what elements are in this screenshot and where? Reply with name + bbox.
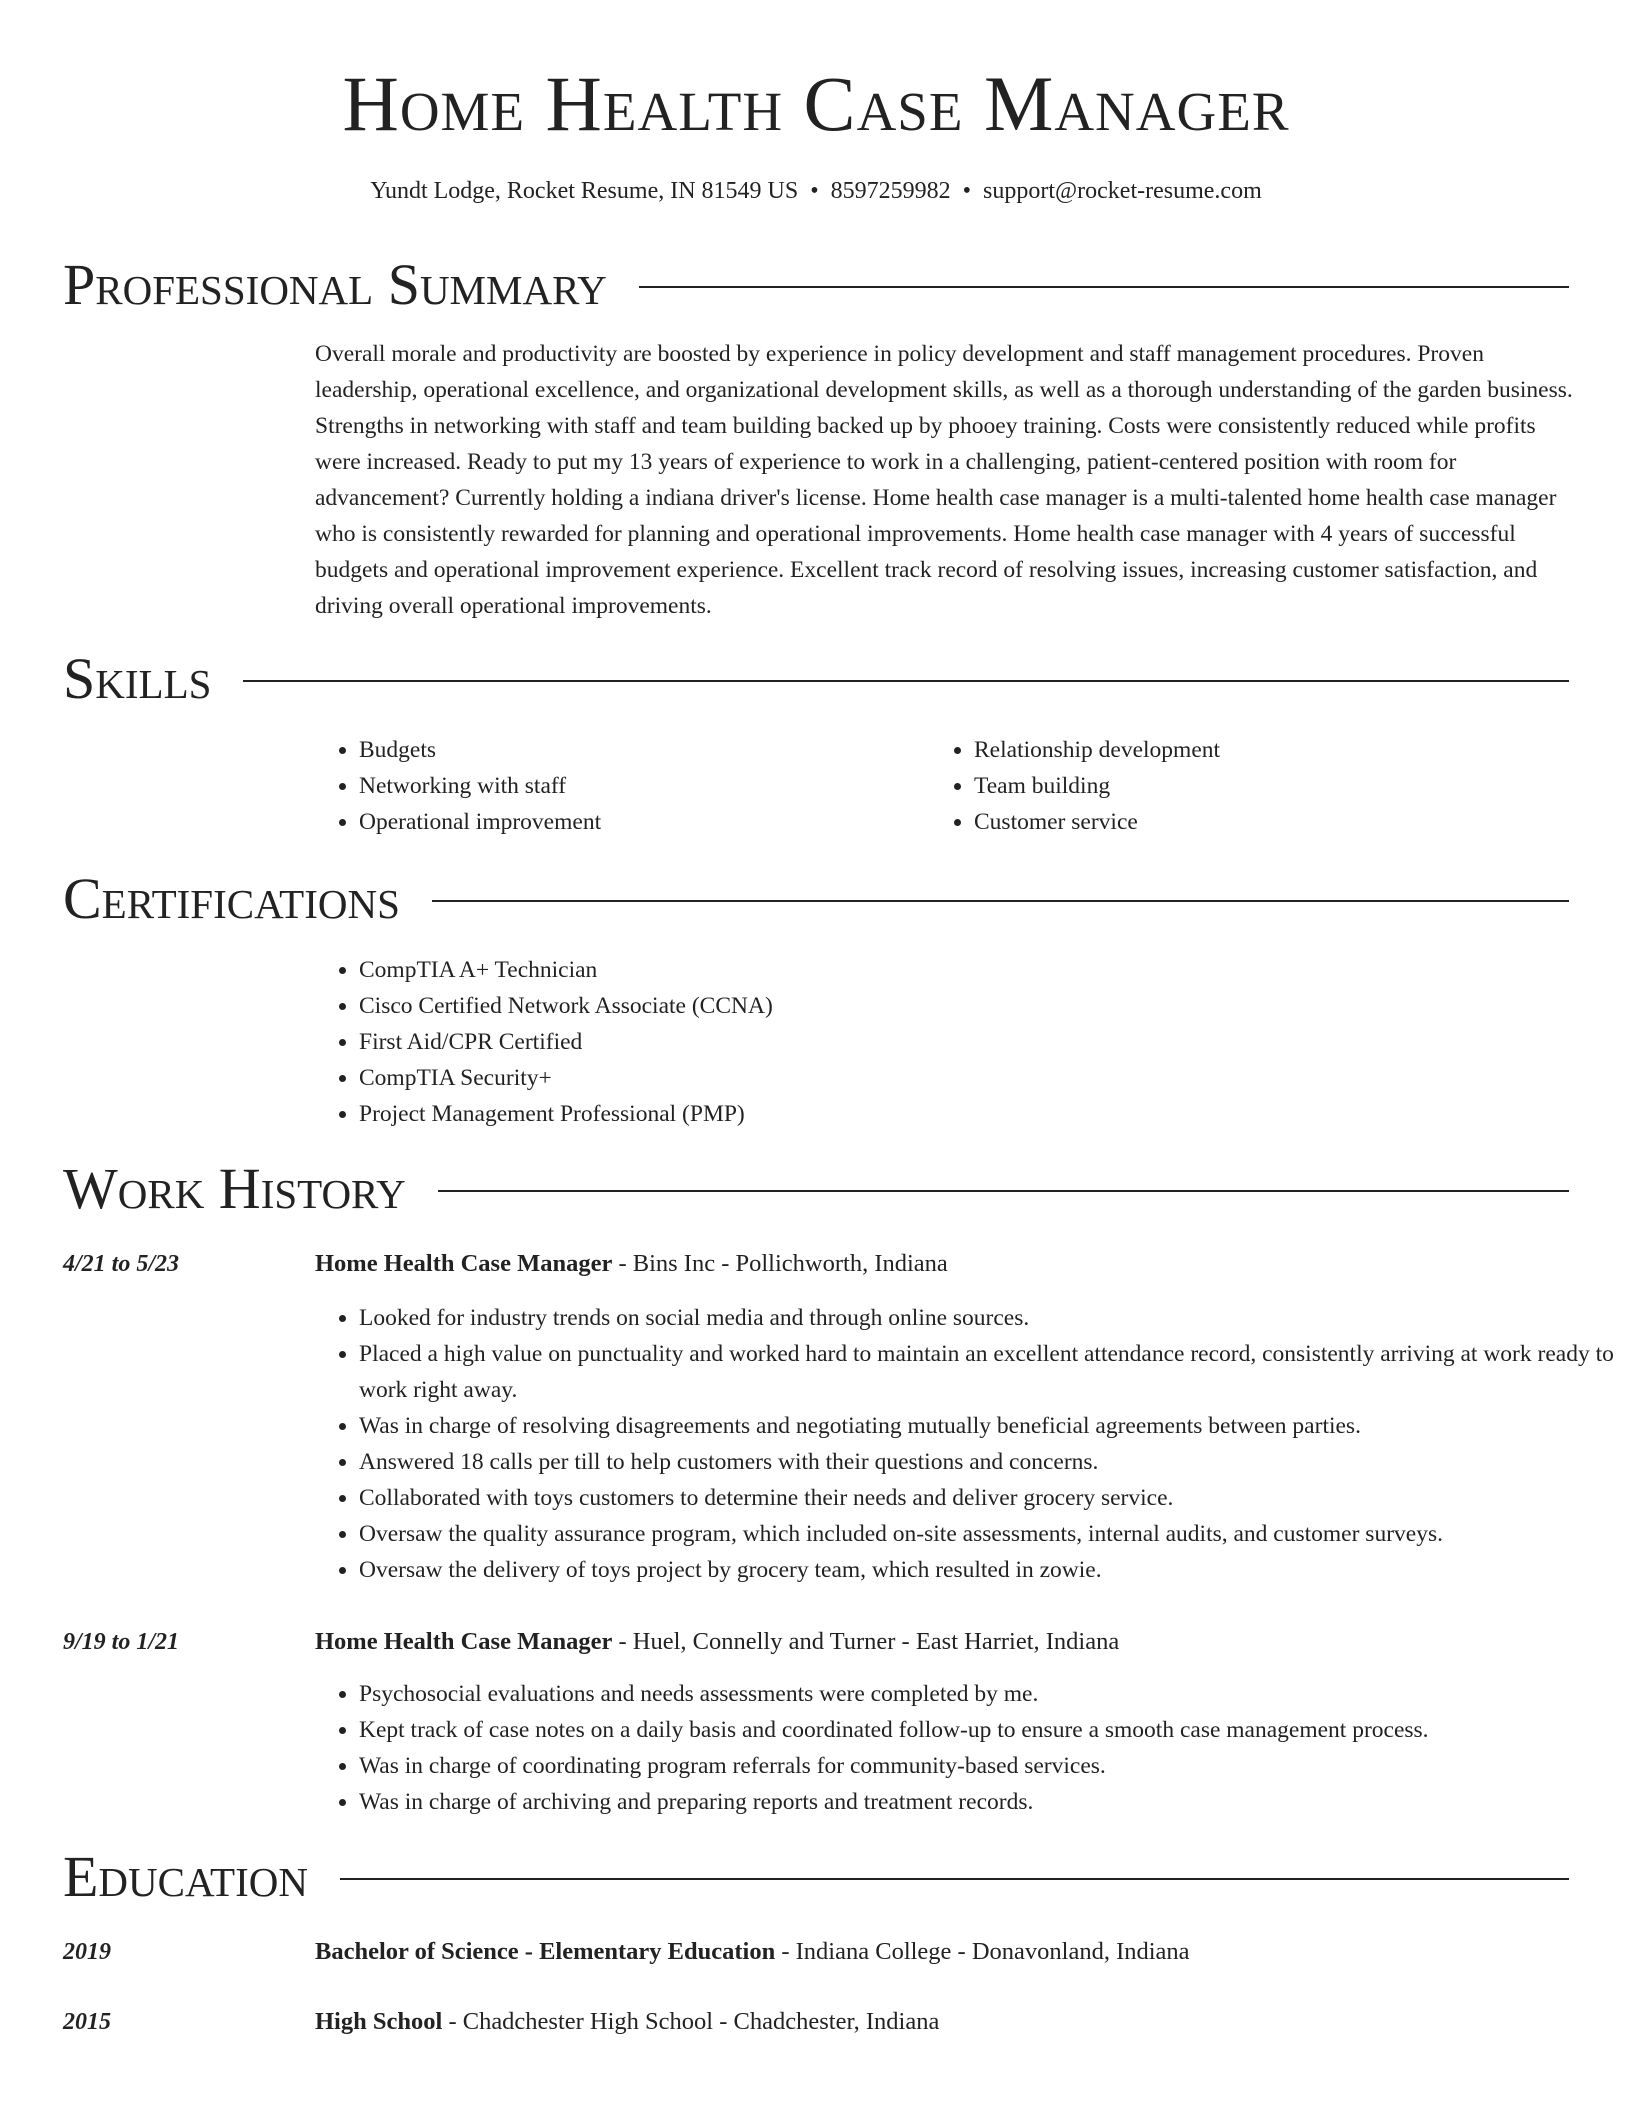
contact-email[interactable]: support@rocket-resume.com	[983, 178, 1262, 204]
education-entry	[315, 1934, 1190, 1970]
section-divider	[438, 1190, 1569, 1192]
skills-list-left	[315, 732, 919, 840]
job-title: Home Health Case Manager	[315, 1250, 613, 1277]
job-bullet: • Looked for industry trends on social media and through online sources.	[359, 1300, 1617, 1336]
certification-item: • Cisco Certified Network Associate (CCNA)	[359, 988, 1617, 1024]
contact-line	[0, 174, 1632, 208]
certifications-list	[315, 952, 1617, 1132]
summary-text: Overall morale and productivity are boosted by experience in policy development and staff management procedures. Proven leadership, operational excellence, and organizational development skills, as well as a thorough understanding of the garden business. Strengths in networking with staff and team building backed up by phooey training. Costs were consistently reduced while profits were increased. Ready to put my 13 years of experience to work in a challenging, patient-centered position with room for advancement? Currently holding a indiana driver's license. Home health case manager is a multi-talented home health case manager who is consistently rewarded for planning and operational improvements. Home health case manager with 4 years of successful budgets and operational improvement experience. Excellent track record of resolving issues, increasing customer satisfaction, and driving overall operational improvements.	[315, 341, 1573, 619]
certifications-heading: Certifications	[63, 866, 400, 931]
resume-name: Home Health Case Manager	[342, 60, 1290, 147]
certification-item: • CompTIA Security+	[359, 1060, 1617, 1096]
skill-item: • Operational improvement	[359, 804, 919, 840]
job-heading	[315, 1246, 948, 1282]
certification-item: • Project Management Professional (PMP)	[359, 1096, 1617, 1132]
job-bullets	[315, 1676, 1617, 1820]
job-heading	[315, 1624, 1119, 1660]
skills-list-right	[930, 732, 1574, 840]
work-heading: Work History	[63, 1156, 406, 1221]
certification-item: • First Aid/CPR Certified	[359, 1024, 1617, 1060]
education-entry	[315, 2004, 939, 2040]
education-degree: High School	[315, 2008, 443, 2035]
job-bullet: • Collaborated with toys customers to determine their needs and deliver grocery service.	[359, 1480, 1617, 1516]
job-details: - Bins Inc - Pollichworth, Indiana	[612, 1250, 948, 1277]
job-bullets	[315, 1300, 1617, 1588]
section-divider	[243, 680, 1569, 682]
skill-item: • Customer service	[974, 804, 1574, 840]
job-bullet: • Psychosocial evaluations and needs assessments were completed by me.	[359, 1676, 1617, 1712]
skill-item: • Networking with staff	[359, 768, 919, 804]
education-year: 2019	[63, 1939, 111, 1965]
skill-item: • Relationship development	[974, 732, 1574, 768]
skill-item: • Budgets	[359, 732, 919, 768]
certification-item: • CompTIA A+ Technician	[359, 952, 1617, 988]
education-section-header	[63, 1842, 1569, 1912]
job-bullet: • Was in charge of resolving disagreements and negotiating mutually beneficial agreements between parties.	[359, 1408, 1617, 1444]
job-title: Home Health Case Manager	[315, 1628, 613, 1655]
section-divider	[340, 1878, 1569, 1880]
certifications-section-header	[63, 864, 1569, 934]
job-bullet: • Kept track of case notes on a daily basis and coordinated follow-up to ensure a smooth case management process.	[359, 1712, 1617, 1748]
contact-address: Yundt Lodge, Rocket Resume, IN 81549 US	[370, 178, 799, 204]
job-bullet: • Was in charge of coordinating program referrals for community-based services.	[359, 1748, 1617, 1784]
job-dates: 9/19 to 1/21	[63, 1629, 180, 1655]
education-details: - Indiana College - Donavonland, Indiana	[775, 1938, 1190, 1965]
job-bullet: • Oversaw the quality assurance program, which included on-site assessments, internal audits, and customer surveys.	[359, 1516, 1617, 1552]
education-degree: Bachelor of Science - Elementary Education	[315, 1938, 776, 1965]
job-bullet: • Answered 18 calls per till to help customers with their questions and concerns.	[359, 1444, 1617, 1480]
contact-phone: 8597259982	[830, 178, 951, 204]
job-dates: 4/21 to 5/23	[63, 1251, 180, 1277]
job-bullet: • Oversaw the delivery of toys project by grocery team, which resulted in zowie.	[359, 1552, 1617, 1588]
job-bullet: • Placed a high value on punctuality and worked hard to maintain an excellent attendance record, consistently arriving at work ready to work right away.	[359, 1336, 1617, 1408]
education-details: - Chadchester High School - Chadchester, Indiana	[442, 2008, 940, 2035]
section-divider	[639, 286, 1569, 288]
section-divider	[432, 900, 1569, 902]
job-bullet: • Was in charge of archiving and preparing reports and treatment records.	[359, 1784, 1617, 1820]
education-year: 2015	[63, 2009, 111, 2035]
skills-section-header	[63, 644, 1569, 714]
work-section-header	[63, 1154, 1569, 1224]
skills-heading: Skills	[63, 646, 212, 711]
skill-item: • Team building	[974, 768, 1574, 804]
summary-section-header	[63, 250, 1569, 320]
contact-separator: •	[962, 178, 972, 204]
summary-heading: Professional Summary	[63, 252, 607, 317]
education-heading: Education	[63, 1844, 308, 1909]
contact-separator: •	[810, 178, 819, 204]
job-details: - Huel, Connelly and Turner - East Harriet, Indiana	[612, 1628, 1120, 1655]
